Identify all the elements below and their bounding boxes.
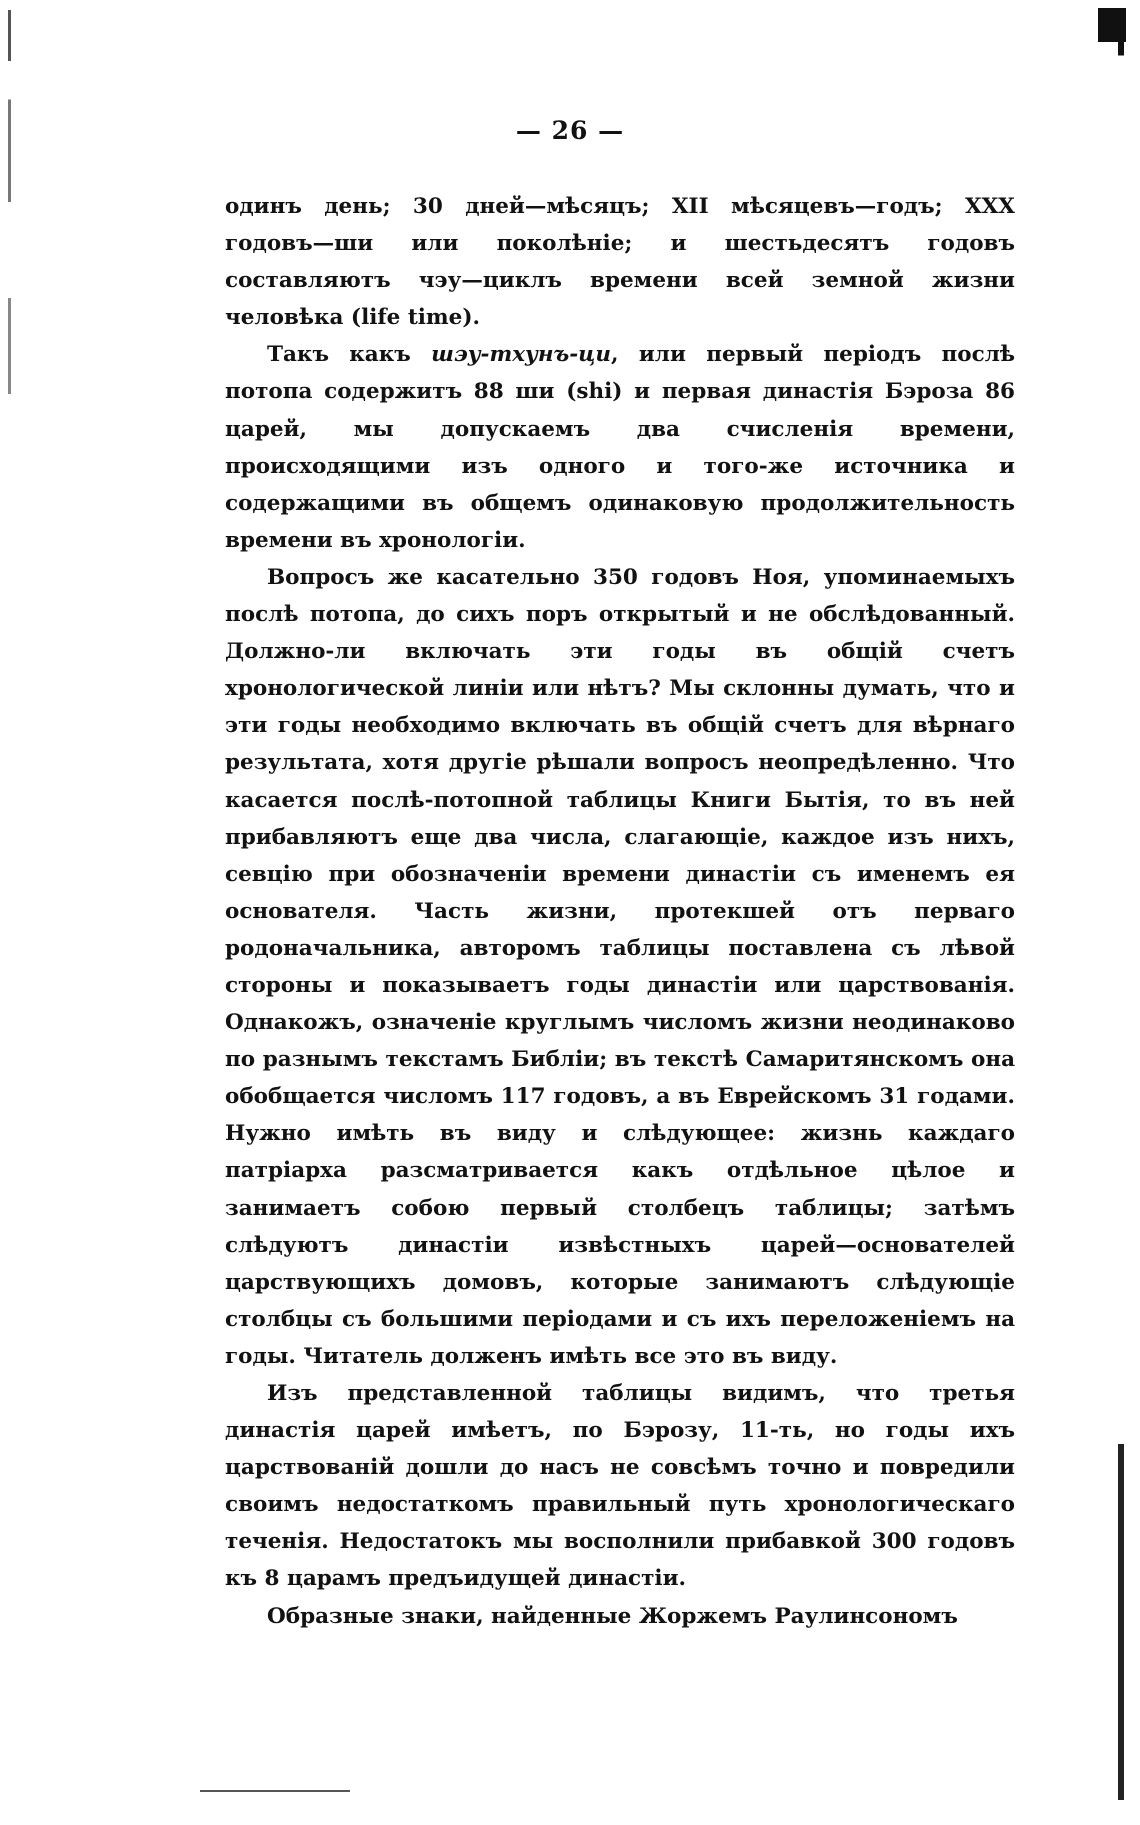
scan-edge-right xyxy=(1118,20,1124,1800)
text-segment: Изъ представленной таблицы видимъ, что третья династія царей имѣетъ, по Бэрозу, 11-ть, но годы ихъ царствованій дошли до насъ не совсѣмъ точно и повредили своимъ недостаткомъ правильный путь хронологическаго теченія. Недостатокъ мы восполнили прибавкой 300 годовъ къ 8 царамъ предъидущей династіи. xyxy=(225,1381,1015,1592)
scan-bottom-mark xyxy=(200,1790,350,1792)
text-segment: Такъ какъ xyxy=(267,342,432,368)
body-text xyxy=(225,188,1015,1635)
text-segment: Вопросъ же касательно 350 годовъ Ноя, упоминаемыхъ послѣ потопа, до сихъ поръ открытый и не обслѣдованный. Должно-ли включать эти годы въ общій счетъ хронологической линіи или нѣтъ? Мы склонны думать, что и эти годы необходимо включать въ общій счетъ для вѣрнаго результата, хотя другіе рѣшали вопросъ неопредѣленно. Что касается послѣ-потопной таблицы Книги Бытія, то въ ней прибавляютъ еще два числа, слагающіе, каждое изъ нихъ, севцію при обозначеніи времени династіи съ именемъ ея основателя. Часть жизни, протекшей отъ перваго родоначальника, авторомъ таблицы поставлена съ лѣвой стороны и показываетъ годы династіи или царствованія. Однакожъ, означеніе круглымъ числомъ жизни неодинаково по разнымъ текстамъ Библіи; въ текстѣ Самаритянскомъ она обобщается числомъ 117 годовъ, а въ Еврейскомъ 31 годами. Нужно имѣть въ виду и слѣдующее: жизнь каждаго патріарха разсматривается какъ отдѣльное цѣлое и занимаетъ собою первый столбецъ таблицы; затѣмъ слѣдуютъ династіи извѣстныхъ царей—основателей царствующихъ домовъ, которые занимаютъ слѣдующіе столбцы съ большими періодами и съ ихъ переложеніемъ на годы. Читатель долженъ имѣть все это въ виду. xyxy=(225,564,1015,1369)
paragraph-3 xyxy=(225,559,1015,1375)
italic-term: шэу-тхунъ-ци xyxy=(431,342,612,368)
paragraph-2 xyxy=(225,336,1015,559)
paragraph-4 xyxy=(225,1375,1015,1598)
text-segment: Образные знаки, найденные Жоржемъ Раулинсономъ xyxy=(267,1603,958,1629)
scan-edge-left xyxy=(8,10,11,650)
text-segment: , или первый періодъ послѣ потопа содержитъ 88 ши (shi) и первая династія Бэроза 86 царей, мы допускаемъ два счисленія времени, происходящими изъ одного и того-же источника и содержащими въ общемъ одинаковую продолжительность времени въ хронологіи. xyxy=(225,342,1015,553)
paragraph-1 xyxy=(225,188,1015,336)
paragraph-5 xyxy=(225,1598,1015,1635)
text-segment: одинъ день; 30 дней—мѣсяцъ; XII мѣсяцевъ—годъ; XXX годовъ—ши или поколѣніе; и шестьдесятъ годовъ составляютъ чэу—циклъ времени всей земной жизни человѣка (life time). xyxy=(225,194,1015,331)
page-number: — 26 — xyxy=(515,116,625,145)
